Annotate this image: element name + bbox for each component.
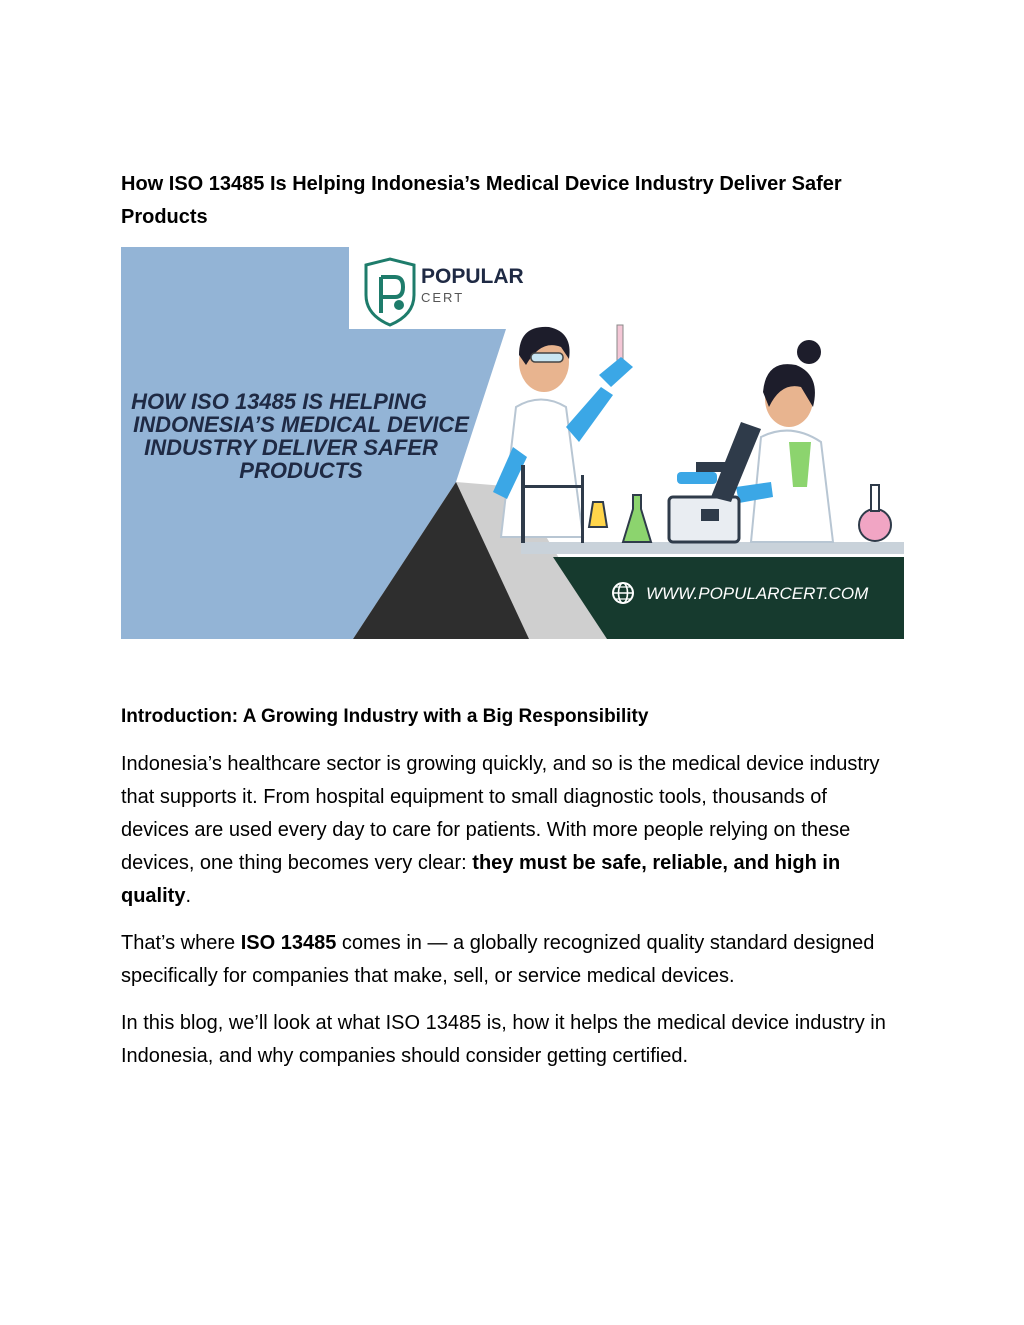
- intro-paragraph-1: [121, 748, 891, 913]
- document-title: How ISO 13485 Is Helping Indonesia’s Medical Device Industry Deliver Safer Products: [121, 173, 842, 228]
- intro-p3-text: In this blog, we’ll look at what ISO 13485 is, how it helps the medical device industry in Indonesia, and why companies should consider getting certified.: [121, 1012, 886, 1067]
- lab-bench: [521, 542, 904, 554]
- logo-text-line2: CERT: [421, 290, 465, 305]
- intro-paragraph-2: [121, 927, 891, 993]
- intro-p2-bold: ISO 13485: [240, 932, 337, 954]
- intro-heading: Introduction: A Growing Industry with a Big Responsibility: [121, 706, 649, 727]
- intro-p1-bold: they must be safe, reliable, and high in quality: [121, 852, 841, 907]
- popular-cert-logo: [366, 259, 414, 325]
- banner-image: [121, 247, 904, 639]
- intro-p1-text: Indonesia’s healthcare sector is growing quickly, and so is the medical device industry that supports it. From hospital equipment to small diagnostic tools, thousands of devices are used every day to care for patients. With more people relying on these devices, one thing becomes very clear:: [121, 753, 880, 874]
- logo-text-line1: POPULAR: [421, 265, 524, 288]
- banner-headline-line3: INDUSTRY DELIVER SAFER: [144, 435, 438, 460]
- intro-p2-start: That’s where: [121, 932, 241, 954]
- banner-headline-line2: INDONESIA’S MEDICAL DEVICE: [133, 412, 469, 437]
- banner-website-text: WWW.POPULARCERT.COM: [646, 584, 869, 603]
- banner-headline-line4: PRODUCTS: [239, 458, 363, 483]
- intro-paragraph-3: [121, 1007, 891, 1073]
- intro-p1-end: .: [185, 885, 192, 907]
- banner-headline-line1: HOW ISO 13485 IS HELPING: [131, 389, 427, 414]
- intro-p2-end: comes in — a globally recognized quality standard designed specifically for companies that make, sell, or service medical devices.: [121, 932, 875, 987]
